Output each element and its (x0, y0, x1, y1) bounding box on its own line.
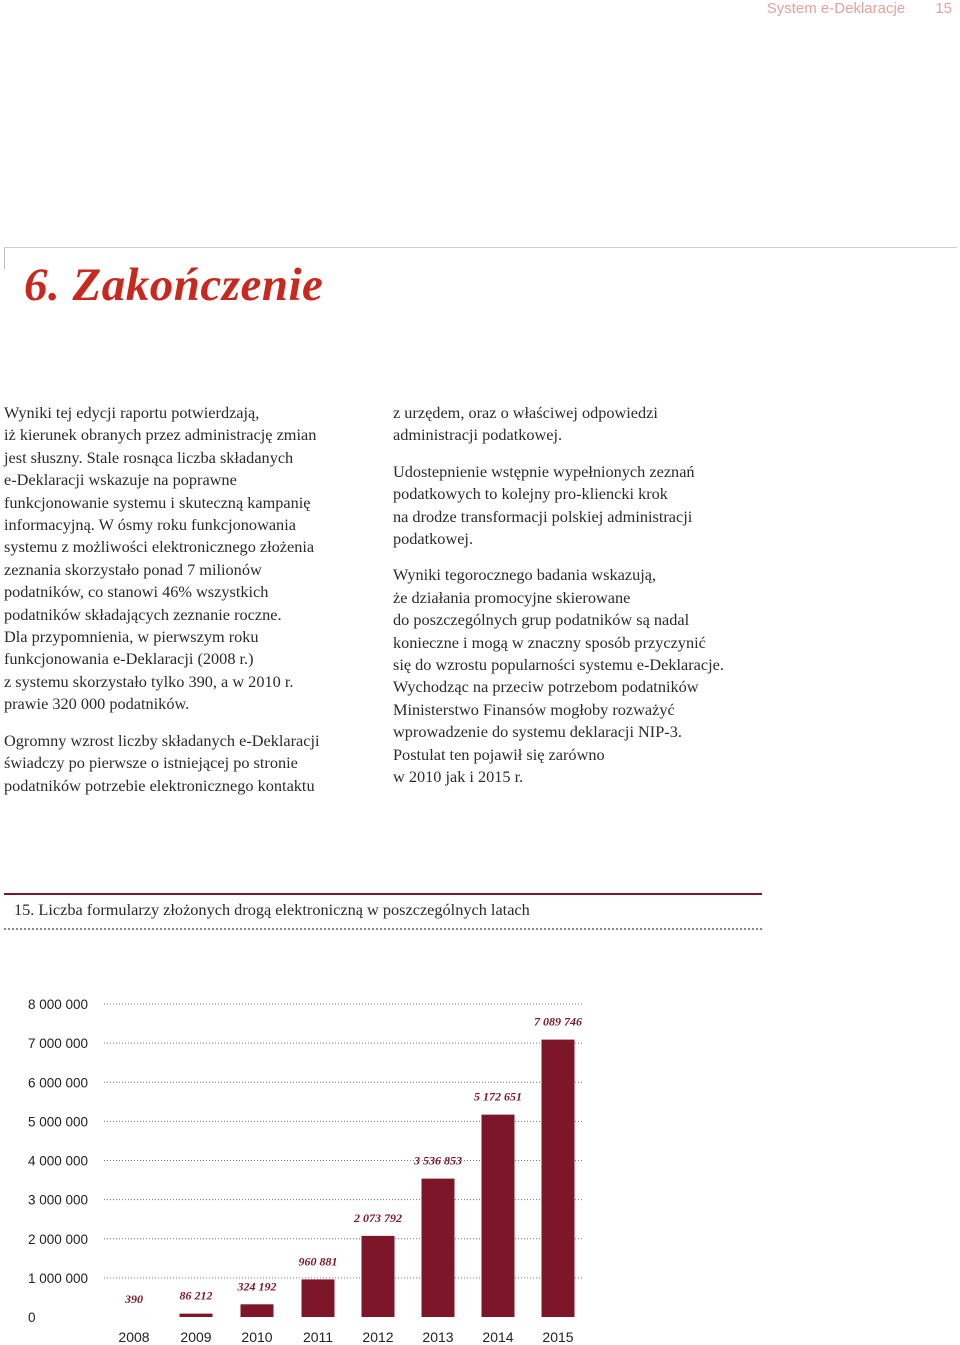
text-line: z urzędem, oraz o właściwej odpowiedzi (393, 403, 658, 422)
text-line: iż kierunek obranych przez administrację zmian (4, 425, 317, 445)
text-line: do poszczególnych grup podatników są nadal (393, 610, 690, 630)
y-tick-label: 5 000 000 (28, 1114, 89, 1130)
paragraph (393, 461, 765, 551)
bar-2015 (542, 1040, 575, 1317)
text-line: świadczy po pierwsze o istniejącej po stronie (4, 753, 298, 773)
paragraph (393, 402, 765, 447)
value-label: 324 192 (237, 1279, 277, 1294)
text-line: na drodze transformacji polskiej administracji (393, 506, 693, 526)
x-tick-label: 2015 (542, 1329, 574, 1345)
value-label: 960 881 (298, 1254, 338, 1269)
paragraph (4, 402, 379, 716)
text-line: informacyjną. W ósmy roku funkcjonowania (4, 515, 296, 535)
text-line: Udostepnienie wstępnie wypełnionych zeznań (393, 461, 695, 481)
text-line: Wychodząc na przeciw potrzebom podatników (393, 677, 699, 697)
text-line: Wyniki tegorocznego badania wskazują, (393, 565, 657, 585)
y-tick-label: 1 000 000 (28, 1270, 89, 1286)
text-line: podatkowej. (393, 529, 474, 549)
figure-top-rule (4, 893, 762, 895)
y-tick-label: 7 000 000 (28, 1036, 89, 1052)
section-title: 6. Zakończenie (24, 259, 324, 311)
page-number: 15 (935, 0, 952, 17)
section-divider (4, 247, 957, 248)
text-line: podatników potrzebie elektronicznego kontaktu (4, 775, 315, 795)
y-tick-label: 8 000 000 (28, 997, 89, 1012)
value-label: 7 089 746 (534, 1014, 582, 1029)
text-line: Wyniki tej edycji raportu potwierdzają, (4, 403, 260, 422)
section-divider-tick (4, 247, 5, 269)
text-line: podatkowych to kolejny pro-kliencki krok (393, 484, 668, 504)
x-tick-label: 2013 (422, 1329, 454, 1345)
figure-caption: 15. Liczba formularzy złożonych drogą elektroniczną w poszczególnych latach (14, 900, 530, 919)
text-line: z systemu skorzystało tylko 390, a w 2010 r. (4, 671, 294, 691)
text-line: wprowadzenie do systemu deklaracji NIP-3. (393, 722, 682, 742)
x-tick-label: 2012 (362, 1329, 394, 1345)
y-tick-label: 2 000 000 (28, 1231, 89, 1247)
x-tick-label: 2010 (241, 1329, 273, 1345)
text-line: że działania promocyjne skierowane (393, 587, 631, 607)
value-label: 3 536 853 (414, 1153, 462, 1168)
x-tick-label: 2009 (180, 1329, 212, 1345)
bar-2012 (362, 1236, 395, 1317)
paragraph (393, 564, 765, 788)
x-tick-label: 2008 (118, 1329, 150, 1345)
text-line: się do wzrostu popularności systemu e-Deklaracje. (393, 655, 724, 675)
bar-2009 (180, 1314, 213, 1317)
text-line: Dla przypomnienia, w pierwszym roku (4, 627, 259, 647)
text-line: w 2010 jak i 2015 r. (393, 767, 524, 787)
running-header-title: System e-Deklaracje (766, 0, 906, 17)
y-tick-label: 0 (28, 1310, 36, 1325)
value-label: 86 212 (179, 1288, 213, 1303)
bar-chart (0, 980, 620, 1345)
page-header (767, 0, 952, 20)
bar-2014 (482, 1115, 515, 1317)
text-line: podatników składających zeznanie roczne. (4, 604, 282, 624)
text-line: funkcjonowanie systemu i skuteczną kampanię (4, 492, 311, 512)
x-tick-label: 2011 (302, 1329, 334, 1345)
text-line: administracji podatkowej. (393, 425, 563, 445)
text-line: zeznania skorzystało ponad 7 milionów (4, 559, 262, 579)
y-tick-label: 3 000 000 (28, 1192, 89, 1208)
text-line: jest słuszny. Stale rosnąca liczba składanych (4, 447, 294, 467)
text-line: e-Deklaracji wskazuje na poprawne (4, 470, 237, 490)
value-label: 390 (125, 1291, 143, 1306)
text-line: Ministerstwo Finansów mogłoby rozważyć (393, 699, 675, 719)
bar-2010 (241, 1304, 274, 1317)
bar-2011 (302, 1279, 335, 1317)
bar-2013 (422, 1179, 455, 1317)
figure-dotted-rule (4, 928, 762, 930)
paragraph (4, 730, 379, 797)
right-text-column (393, 402, 765, 803)
text-line: systemu z możliwości elektronicznego złożenia (4, 537, 315, 557)
x-tick-label: 2014 (482, 1329, 514, 1345)
text-line: Ogromny wzrost liczby składanych e-Deklaracji (4, 730, 320, 750)
text-line: konieczne i mogą w znaczny sposób przyczynić (393, 632, 706, 652)
text-line: funkcjonowania e-Deklaracji (2008 r.) (4, 649, 254, 669)
left-text-column (4, 402, 379, 811)
y-tick-label: 6 000 000 (28, 1075, 89, 1091)
value-label: 2 073 792 (354, 1210, 402, 1225)
y-tick-label: 4 000 000 (28, 1153, 89, 1169)
text-line: prawie 320 000 podatników. (4, 694, 190, 714)
value-label: 5 172 651 (474, 1089, 522, 1104)
text-line: podatników, co stanowi 46% wszystkich (4, 582, 269, 602)
text-line: Postulat ten pojawił się zarówno (393, 744, 605, 764)
